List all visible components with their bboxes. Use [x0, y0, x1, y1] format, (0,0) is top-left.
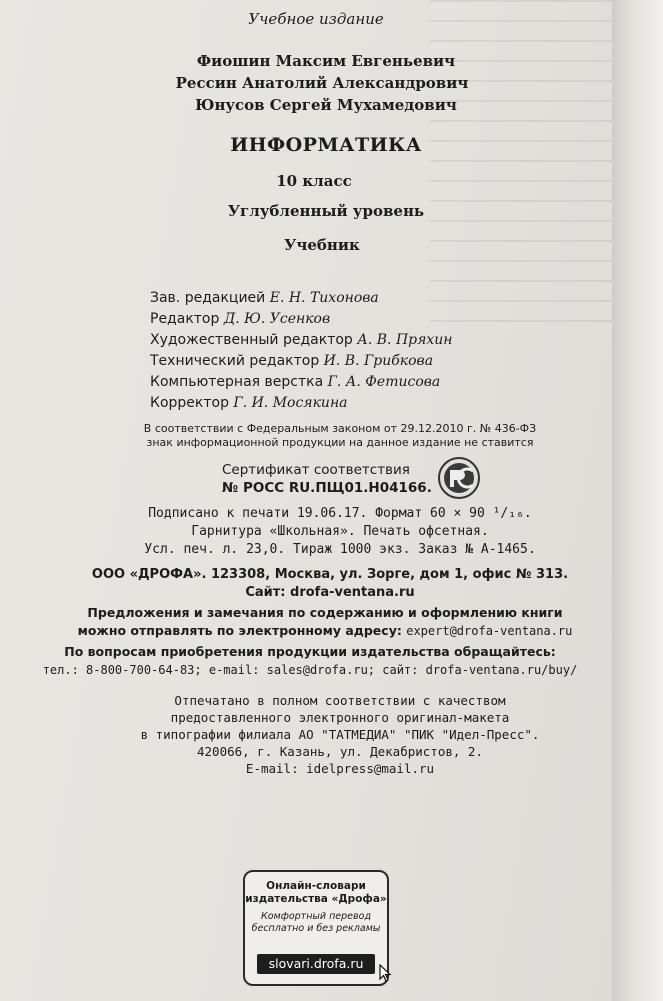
publisher-line: ООО «ДРОФА». 123308, Москва, ул. Зорге, дом 1, офис № 313. [91, 567, 569, 582]
purchase-contacts: тел.: 8-800-700-64-83; e-mail: sales@drofa.ru; сайт: drofa-ventana.ru/buy/ [42, 663, 578, 677]
printing-line: Отпечатано в полном соответствии с качеством [174, 693, 506, 708]
editor-role: Зав. редакцией [150, 290, 266, 306]
editor-name: Е. Н. Тихонова [269, 290, 379, 306]
print-line: Гарнитура «Школьная». Печать офсетная. [191, 524, 489, 539]
editor-role: Компьютерная верстка [150, 374, 324, 390]
expert-email: expert@drofa-ventana.ru [406, 624, 573, 638]
editor-name: Д. Ю. Усенков [223, 311, 331, 327]
pointer-cursor-icon [379, 964, 393, 982]
editor-row [150, 332, 570, 353]
page-edge [612, 0, 663, 1001]
certificate-label: Сертификат соответствия [222, 462, 410, 478]
editors-list [150, 290, 570, 416]
dictionary-promo-box [243, 870, 389, 986]
promo-line: Комфортный перевод [260, 911, 372, 922]
printing-line: в типографии филиала АО "ТАТМЕДИА" "ПИК "Идел-Пресс". [140, 727, 540, 742]
printing-house [60, 692, 620, 777]
law-line: В соответствии с Федеральным законом от 29.12.2010 г. № 436-ФЗ [143, 422, 537, 435]
promo-site: slovari.drofa.ru [257, 954, 375, 974]
law-line: знак информационной продукции на данное издание не ставится [146, 436, 534, 449]
edition-label: Учебное издание [248, 10, 384, 28]
publisher-address [40, 566, 620, 602]
print-details [60, 505, 620, 559]
editor-name: Г. А. Фетисова [327, 374, 441, 390]
editor-role: Художественный редактор [150, 332, 353, 348]
book-title: ИНФОРМАТИКА [230, 134, 422, 156]
book-kind: Учебник [284, 236, 360, 254]
print-line: Усл. печ. л. 23,0. Тираж 1000 экз. Заказ № А-1465. [144, 542, 536, 557]
editor-role: Редактор [150, 311, 220, 327]
certification-mark-icon [437, 456, 481, 500]
author-2: Рессин Анатолий Александрович [175, 74, 469, 92]
printing-line: E-mail: idelpress@mail.ru [245, 761, 435, 776]
purchase-heading: По вопросам приобретения продукции издательства обращайтесь: [64, 644, 556, 659]
promo-line: Онлайн-словари [266, 880, 366, 892]
level: Углубленный уровень [227, 202, 425, 220]
editor-row [150, 395, 570, 416]
printing-line: предоставленного электронного оригинал-макета [170, 710, 510, 725]
editor-row [150, 353, 570, 374]
promo-line: издательства «Дрофа» [245, 893, 387, 905]
law-notice [100, 422, 580, 450]
grade: 10 класс [276, 172, 352, 190]
editor-row [150, 290, 570, 311]
suggestions-text: можно отправлять по электронному адресу: [77, 623, 402, 638]
promo-line: бесплатно и без рекламы [251, 923, 381, 934]
editor-role: Технический редактор [150, 353, 320, 369]
suggestions-note [30, 604, 620, 640]
publisher-site: Сайт: drofa-ventana.ru [245, 585, 415, 600]
editor-row [150, 374, 570, 395]
certificate-number: № РОСС RU.ПЩ01.Н04166. [222, 480, 432, 496]
author-1: Фиошин Максим Евгеньевич [196, 52, 456, 70]
show-through-text [430, 0, 630, 330]
purchase-info [0, 643, 620, 679]
editor-name: Г. И. Мосякина [233, 395, 348, 411]
print-line: Подписано к печати 19.06.17. Формат 60 × 90 ¹/₁₆. [148, 506, 532, 521]
editor-name: И. В. Грибкова [323, 353, 434, 369]
editor-role: Корректор [150, 395, 229, 411]
editor-name: А. В. Пряхин [357, 332, 453, 348]
editor-row [150, 311, 570, 332]
printing-line: 420066, г. Казань, ул. Декабристов, 2. [197, 744, 483, 759]
certificate [222, 461, 432, 497]
suggestions-line: Предложения и замечания по содержанию и оформлению книги [87, 605, 563, 620]
author-3: Юнусов Сергей Мухамедович [195, 96, 457, 114]
